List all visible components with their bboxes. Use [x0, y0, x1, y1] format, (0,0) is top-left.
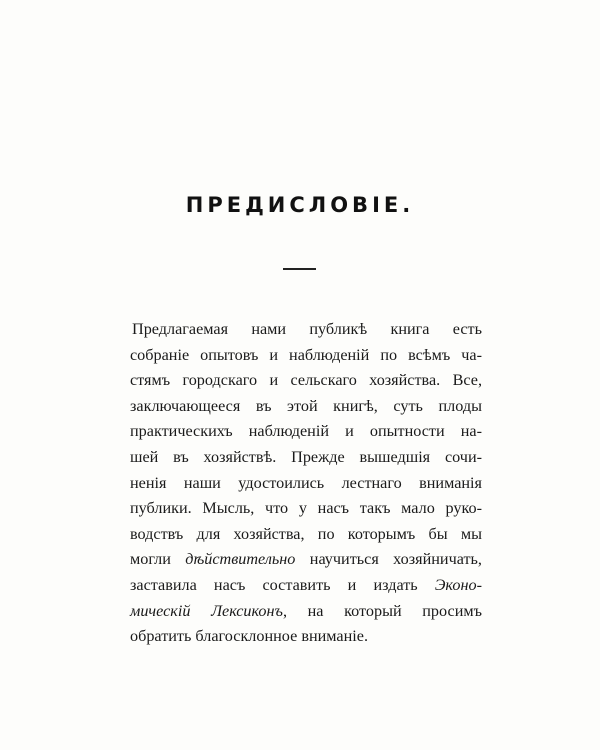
text-line: [130, 599, 482, 625]
text-line: практическихъ наблюденій и опытности на-: [130, 422, 482, 441]
text-line: публики. Мысль, что у насъ такъ мало руко-: [130, 499, 482, 518]
italic-emphasis: дѣйствительно: [185, 550, 296, 569]
text-fragment: заставила насъ составить и издать: [130, 575, 435, 594]
text-line: водствъ для хозяйства, по которымъ бы мы: [130, 524, 482, 543]
text-line: ненія наши удостоились лестнаго вниманія: [130, 473, 482, 492]
italic-title: Эконо-: [434, 575, 482, 594]
text-line: [130, 573, 482, 599]
text-line: собраніе опытовъ и наблюденій по всѣмъ ча-: [130, 345, 482, 364]
preface-paragraph: [130, 317, 482, 650]
text-line: [130, 547, 482, 573]
heading-divider: [283, 268, 316, 270]
page-heading: ПРЕДИСЛОВІЕ.: [185, 193, 415, 217]
text-line: стямъ городскаго и сельскаго хозяйства. Все,: [130, 371, 482, 390]
text-fragment: , на который просимъ: [282, 601, 482, 620]
text-line: шей въ хозяйствѣ. Прежде вышедшія сочи-: [130, 447, 482, 466]
text-fragment: научиться хозяйничать,: [295, 550, 482, 569]
text-line: заключающееся въ этой книгѣ, суть плоды: [130, 396, 482, 415]
italic-title: мическій Лексиконъ: [130, 601, 283, 620]
text-line: обратить благосклонное вниманіе.: [130, 627, 369, 646]
text-line: Предлагаемая нами публикѣ книга есть: [132, 320, 482, 338]
text-fragment: могли: [130, 550, 186, 569]
